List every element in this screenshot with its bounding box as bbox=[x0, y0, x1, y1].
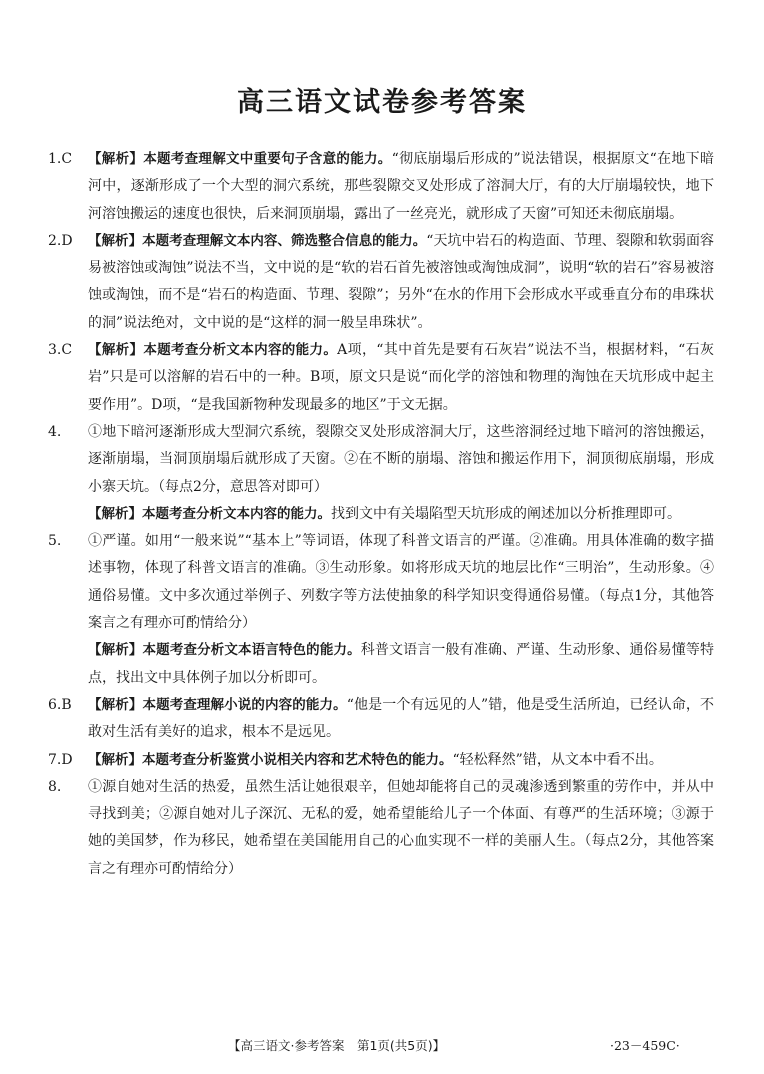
answer-item-1 bbox=[48, 146, 714, 228]
analysis-tag: 【解析】 bbox=[88, 696, 143, 713]
analysis-lead: 本题考查理解文本内容、筛选整合信息的能力。 bbox=[142, 232, 427, 249]
analysis-tag: 【解析】 bbox=[88, 751, 142, 768]
answer-item-6 bbox=[48, 692, 714, 747]
analysis-body: “他是一个有远见的人”错，他是受生活所迫，已经认命，不敢对生活有美好的追求，根本不是远见。 bbox=[88, 696, 715, 741]
analysis-lead: 本题考查理解文中重要句子含意的能力。 bbox=[143, 151, 392, 167]
item-number: 8. bbox=[48, 778, 62, 795]
item-number: 1.C bbox=[48, 151, 73, 167]
analysis-body: “天坑中岩石的构造面、节理、裂隙和软弱面容易被溶蚀或淘蚀”说法不当，文中说的是“软的岩石首先被溶蚀或淘蚀成洞”，说明“软的岩石”容易被溶蚀或淘蚀，而不是“岩石的构造面、节理、裂隙”；另外“在水的作用下会形成水平或垂直分布的串珠状的洞”说法绝对，文中说的是“这样的洞一般呈串珠状”。 bbox=[88, 232, 715, 331]
analysis-tag: 【解析】 bbox=[88, 505, 142, 522]
answer-item-8 bbox=[48, 774, 714, 883]
analysis-5 bbox=[48, 637, 714, 692]
answer-item-2 bbox=[48, 228, 714, 337]
analysis-4 bbox=[48, 501, 714, 528]
footer-doc-code: ·23－459C· bbox=[610, 1038, 680, 1053]
page-title: 高三语文试卷参考答案 bbox=[237, 87, 527, 118]
answer-item-3 bbox=[48, 337, 714, 419]
item-number: 3.C bbox=[48, 342, 73, 359]
answer-text: ①地下暗河逐渐形成大型洞穴系统，裂隙交叉处形成溶洞大厅，这些溶洞经过地下暗河的溶蚀搬运，逐渐崩塌，当洞顶崩塌后就形成了天窗。②在不断的崩塌、溶蚀和搬运作用下，洞顶彻底崩塌，形成小寨天坑。（每点2分，意思答对即可） bbox=[88, 423, 714, 495]
item-number: 2.D bbox=[48, 232, 73, 249]
analysis-lead: 本题考查分析文本内容的能力。 bbox=[142, 505, 331, 522]
answer-item-5 bbox=[48, 528, 714, 637]
analysis-body: 找到文中有关塌陷型天坑形成的阐述加以分析推理即可。 bbox=[331, 505, 681, 522]
analysis-body: “彻底崩塌后形成的”说法错误，根据原文“在地下暗河中，逐渐形成了一个大型的洞穴系统，那些裂隙交叉处形成了溶洞大厅，有的大厅崩塌较快，地下河溶蚀搬运的速度也很快，后来洞顶崩塌，露出了一丝亮光，就形成了天窗”可知还未彻底崩塌。 bbox=[88, 151, 714, 222]
answer-text: ①严谨。如用“一般来说”“基本上”等词语，体现了科普文语言的严谨。②准确。用具体准确的数字描述事物，体现了科普文语言的准确。③生动形象。如将形成天坑的地层比作“三明治”，生动形象。④通俗易懂。文中多次通过举例子、列数字等方法使抽象的科学知识变得通俗易懂。（每点1分，其他答案言之有理亦可酌情给分） bbox=[88, 533, 714, 632]
analysis-body: “轻松释然”错，从文本中看不出。 bbox=[452, 751, 663, 768]
analysis-lead: 本题考查分析文本语言特色的能力。 bbox=[142, 642, 361, 659]
footer-page-info: 【高三语文·参考答案 第1页(共5页)】 bbox=[228, 1038, 446, 1053]
item-number: 6.B bbox=[48, 696, 72, 713]
item-number: 7.D bbox=[48, 751, 73, 768]
analysis-tag: 【解析】 bbox=[88, 151, 144, 167]
analysis-tag: 【解析】 bbox=[88, 342, 144, 359]
analysis-tag: 【解析】 bbox=[88, 642, 143, 659]
page-footer bbox=[0, 1036, 764, 1056]
answer-text: ①源自她对生活的热爱，虽然生活让她很艰辛，但她却能将自己的灵魂渗透到繁重的劳作中，并从中寻找到美；②源自她对儿子深沉、无私的爱，她希望能给儿子一个体面、有尊严的生活环境；③源于她的美国梦，作为移民，她希望在美国能用自己的心血实现不一样的美丽人生。（每点2分，其他答案言之有理亦可酌情给分） bbox=[88, 778, 714, 877]
answer-list bbox=[48, 146, 714, 883]
item-number: 4. bbox=[48, 423, 62, 440]
item-number: 5. bbox=[48, 533, 62, 550]
answer-item-4 bbox=[48, 419, 714, 501]
analysis-tag: 【解析】 bbox=[88, 232, 143, 249]
answer-item-7 bbox=[48, 747, 714, 774]
analysis-lead: 本题考查理解小说的内容的能力。 bbox=[142, 696, 347, 713]
analysis-body: 科普文语言一般有准确、严谨、生动形象、通俗易懂等特点，找出文中具体例子加以分析即可。 bbox=[88, 642, 715, 686]
analysis-lead: 本题考查分析文本内容的能力。 bbox=[143, 342, 338, 359]
analysis-body: A项，“其中首先是要有石灰岩”说法不当，根据材料，“石灰岩”只是可以溶解的岩石中的一种。B项，原文只是说“而化学的溶蚀和物理的淘蚀在天坑形成中起主要作用”。D项，“是我国新物种发现最多的地区”于文无据。 bbox=[88, 342, 714, 413]
analysis-lead: 本题考查分析鉴赏小说相关内容和艺术特色的能力。 bbox=[142, 751, 453, 768]
